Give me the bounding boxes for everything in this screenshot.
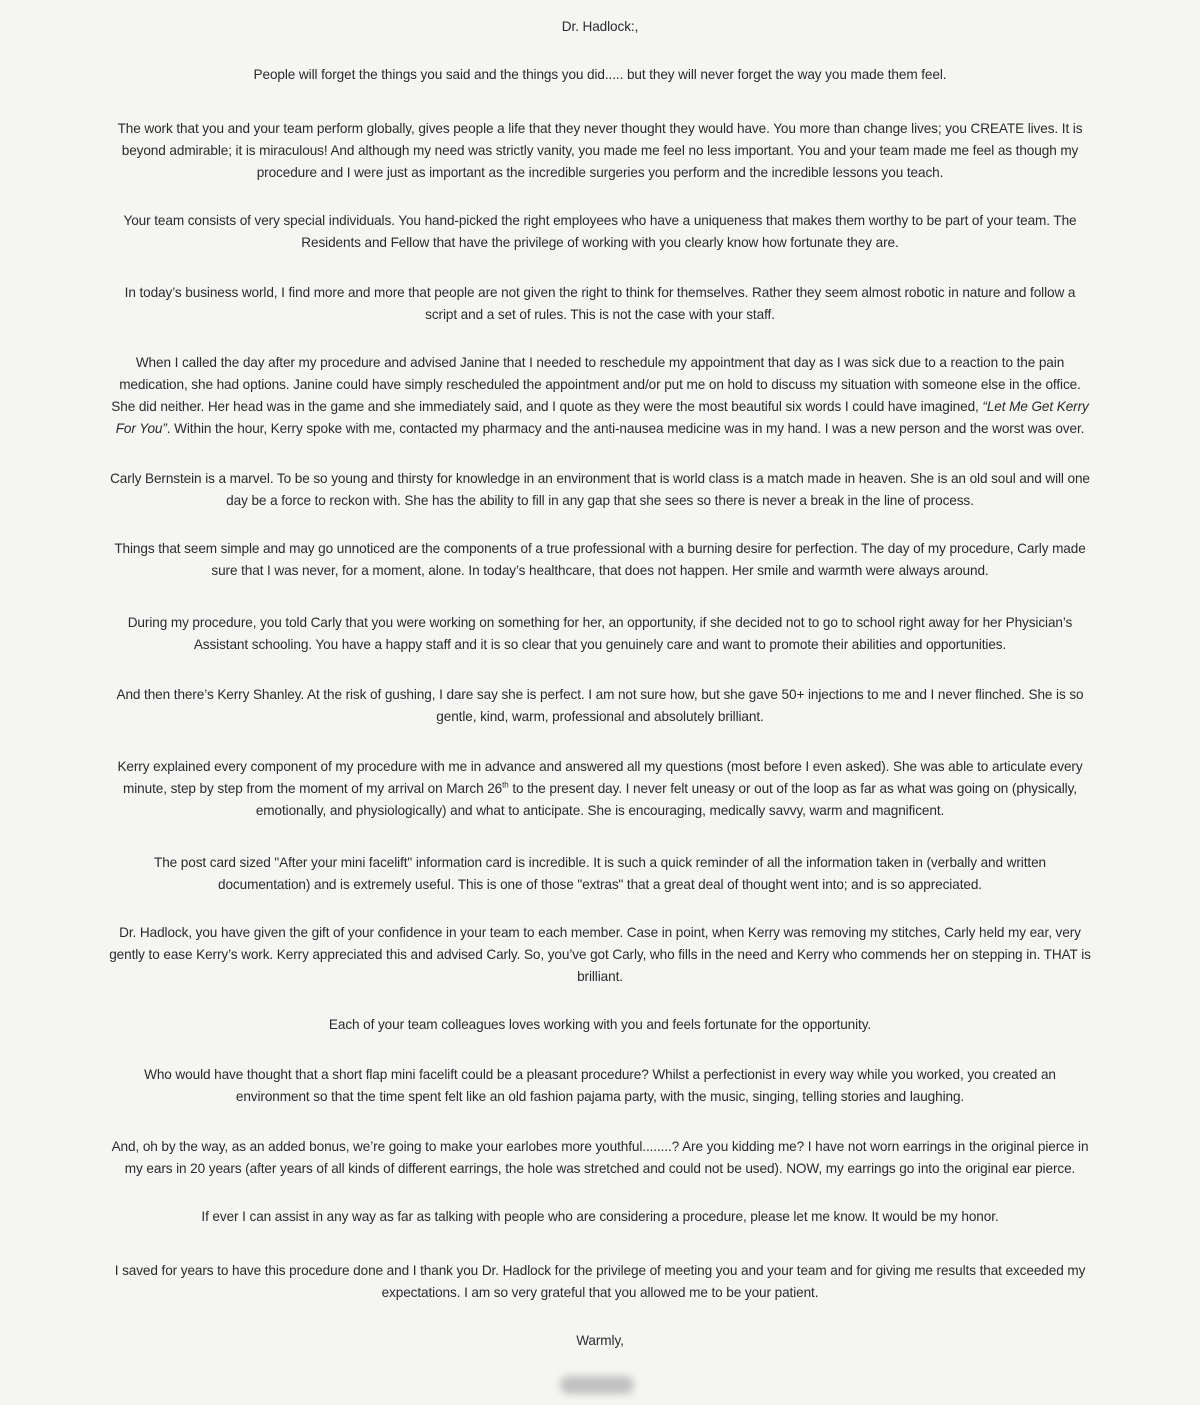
paragraph-1-line-1: The work that you and your team perform globally, gives people a life that they never thought they would have. You more than change lives; you CREATE lives. It is [117,121,1083,136]
paragraph-9-line-3: emotionally, and physiologically) and what to anticipate. She is encouraging, medically savvy, warm and magnificent. [255,803,945,818]
closing: Warmly, [576,1333,624,1348]
paragraph-7-line-1: During my procedure, you told Carly that you were working on something for her, an opportunity, if she decided not to go to school right away for her Physician’s [127,615,1073,630]
paragraph-6-line-2: sure that I was never, for a moment, alone. In today’s healthcare, that does not happen. Her smile and warmth were always around. [211,563,989,578]
paragraph-12: Each of your team colleagues loves working with you and feels fortunate for the opportunity. [328,1017,872,1032]
quoted-words-end: For You” [115,421,167,436]
paragraph-13-line-2: environment so that the time spent felt like an old fashion pajama party, with the music, singing, telling stories and laughing. [235,1089,965,1104]
salutation: Dr. Hadlock:, [561,19,639,34]
paragraph-8-line-2: gentle, kind, warm, professional and absolutely brilliant. [436,709,764,724]
paragraph-4-line-4-text: . Within the hour, Kerry spoke with me, contacted my pharmacy and the anti-nausea medicine was in my hand. I was a new person and the worst was over. [166,421,1085,436]
paragraph-9-line-1: Kerry explained every component of my procedure with me in advance and answered all my questions (most before I even asked). She was able to articulate every [117,759,1083,774]
paragraph-5-line-1: Carly Bernstein is a marvel. To be so young and thirsty for knowledge in an environment that is world class is a match made in heaven. She is an old soul and will one [110,471,1090,486]
paragraph-4-line-3-text: She did neither. Her head was in the game and she immediately said, and I quote as they were the most beautiful six words I could have imagined, [111,399,979,414]
paragraph-1-line-2: beyond admirable; it is miraculous! And although my need was strictly vanity, you made me feel no less important. You and your team made me feel as though my [121,143,1079,158]
paragraph-3-line-2: script and a set of rules. This is not the case with your staff. [425,307,775,322]
ordinal-suffix: th [502,780,509,790]
paragraph-7-line-2: Assistant schooling. You have a happy staff and it is so clear that you genuinely care and want to promote their abilities and opportunities. [193,637,1007,652]
paragraph-1-line-3: procedure and I were just as important as the incredible surgeries you perform and the incredible lessons you teach. [256,165,944,180]
paragraph-4-line-2: medication, she had options. Janine could have simply rescheduled the appointment and/or put me on hold to discuss my situation with someone else in the office. [119,377,1081,392]
paragraph-10-line-2: documentation) and is extremely useful. This is one of those "extras" that a great deal of thought went into; and is so appreciated. [218,877,982,892]
paragraph-4-line-3 [20,396,1180,418]
paragraph-15: If ever I can assist in any way as far as talking with people who are considering a procedure, please let me know. It would be my honor. [201,1209,999,1224]
redacted-signature [560,1376,634,1394]
paragraph-14-line-1: And, oh by the way, as an added bonus, we’re going to make your earlobes more youthful........? Are you kidding me? I have not worn earrings in the original pierce in [111,1139,1089,1154]
paragraph-6-line-1: Things that seem simple and may go unnoticed are the components of a true professional with a burning desire for perfection. The day of my procedure, Carly made [114,541,1086,556]
paragraph-10-line-1: The post card sized "After your mini facelift" information card is incredible. It is such a quick reminder of all the information taken in (verbally and written [154,855,1046,870]
quoted-words-start: “Let Me Get Kerry [982,399,1089,414]
paragraph-9-line-2 [20,778,1180,800]
paragraph-8-line-1: And then there’s Kerry Shanley. At the risk of gushing, I dare say she is perfect. I am not sure how, but she gave 50+ injections to me and I never flinched. She is so [116,687,1084,702]
paragraph-4-line-4 [20,418,1180,440]
paragraph-11-line-1: Dr. Hadlock, you have given the gift of your confidence in your team to each member. Case in point, when Kerry was removing my stitches, Carly held my ear, very [119,925,1081,940]
paragraph-11-line-3: brilliant. [577,969,623,984]
paragraph-3-line-1: In today’s business world, I find more and more that people are not given the right to think for themselves. Rather they seem almost robotic in nature and follow a [124,285,1076,300]
paragraph-2-line-2: Residents and Fellow that have the privilege of working with you clearly know how fortunate they are. [301,235,899,250]
paragraph-9-line-2-start: minute, step by step from the moment of my arrival on March 26 [123,781,503,796]
paragraph-16-line-2: expectations. I am so very grateful that you allowed me to be your patient. [381,1285,819,1300]
paragraph-5-line-2: day be a force to reckon with. She has the ability to fill in any gap that she sees so there is never a break in the line of process. [226,493,974,508]
paragraph-14-line-2: my ears in 20 years (after years of all kinds of different earrings, the hole was stretched and could not be used). NOW, my earrings go into the original ear pierce. [124,1161,1076,1176]
paragraph-13-line-1: Who would have thought that a short flap mini facelift could be a pleasant procedure? Whilst a perfectionist in every way while you worked, you created an [144,1067,1056,1082]
paragraph-4-line-1: When I called the day after my procedure and advised Janine that I needed to reschedule my appointment that day as I was sick due to a reaction to the pain [135,355,1065,370]
paragraph-16-line-1: I saved for years to have this procedure done and I thank you Dr. Hadlock for the privilege of meeting you and your team and for giving me results that exceeded my [114,1263,1086,1278]
paragraph-9-line-2-end: to the present day. I never felt uneasy or out of the loop as far as what was going on (physically, [508,781,1077,796]
paragraph-2-line-1: Your team consists of very special individuals. You hand-picked the right employees who have a uniqueness that makes them worthy to be part of your team. The [123,213,1077,228]
paragraph-11-line-2: gently to ease Kerry’s work. Kerry appreciated this and advised Carly. So, you’ve got Carly, who fills in the need and Kerry who commends her on stepping in. THAT is [109,947,1091,962]
opening-quote: People will forget the things you said and the things you did..... but they will never forget the way you made them feel. [253,67,947,82]
